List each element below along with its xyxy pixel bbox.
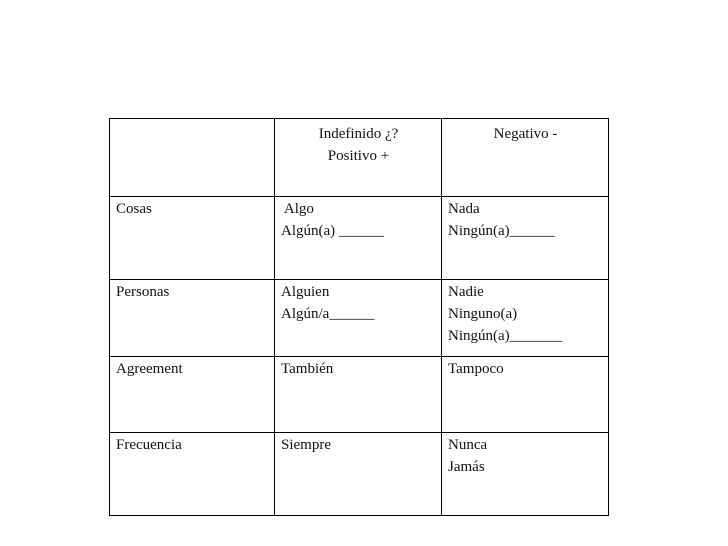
corner-cell (110, 119, 275, 197)
negativo-word: Nadie (448, 284, 484, 301)
positivo-word: Siempre (281, 436, 331, 453)
positivo-cell (275, 432, 442, 515)
table-row (110, 356, 609, 432)
negativo-cell (442, 280, 609, 356)
row-label: Personas (116, 284, 170, 301)
row-label: Agreement (116, 360, 183, 377)
table-header-row (110, 119, 609, 197)
positivo-cell (275, 197, 442, 280)
row-label-cell (110, 356, 275, 432)
row-label-cell (110, 197, 275, 280)
negativo-word: Nada (448, 201, 480, 218)
header-indefinido-cell (275, 119, 442, 197)
negativo-word: Ninguno(a) (448, 306, 518, 323)
header-negativo-cell (442, 119, 609, 197)
table-row (110, 280, 609, 356)
positivo-word: Algo (281, 201, 314, 218)
table-row (110, 197, 609, 280)
positivo-word: Alguien (281, 284, 330, 301)
negativo-word: Nunca (448, 436, 488, 453)
positivo-word: Algún/a______ (281, 306, 375, 323)
negativo-cell (442, 432, 609, 515)
positivo-word: Algún(a) ______ (281, 223, 384, 240)
positivo-word: También (281, 360, 334, 377)
negativo-word: Ningún(a)______ (448, 223, 555, 240)
row-label-cell (110, 432, 275, 515)
row-label-cell (110, 280, 275, 356)
positivo-cell (275, 280, 442, 356)
negativo-word: Jamás (448, 458, 485, 475)
negativo-cell (442, 356, 609, 432)
negativo-cell (442, 197, 609, 280)
table-row (110, 432, 609, 515)
row-label: Cosas (116, 201, 152, 218)
negativo-word: Ningún(a)_______ (448, 328, 563, 345)
header-positivo-label: Positivo + (327, 148, 390, 164)
row-label: Frecuencia (116, 436, 182, 453)
vocab-table (109, 118, 609, 516)
positivo-cell (275, 356, 442, 432)
header-indefinido-label: Indefinido ¿? (318, 126, 399, 142)
header-negativo-label: Negativo - (493, 126, 558, 142)
negativo-word: Tampoco (448, 360, 504, 377)
